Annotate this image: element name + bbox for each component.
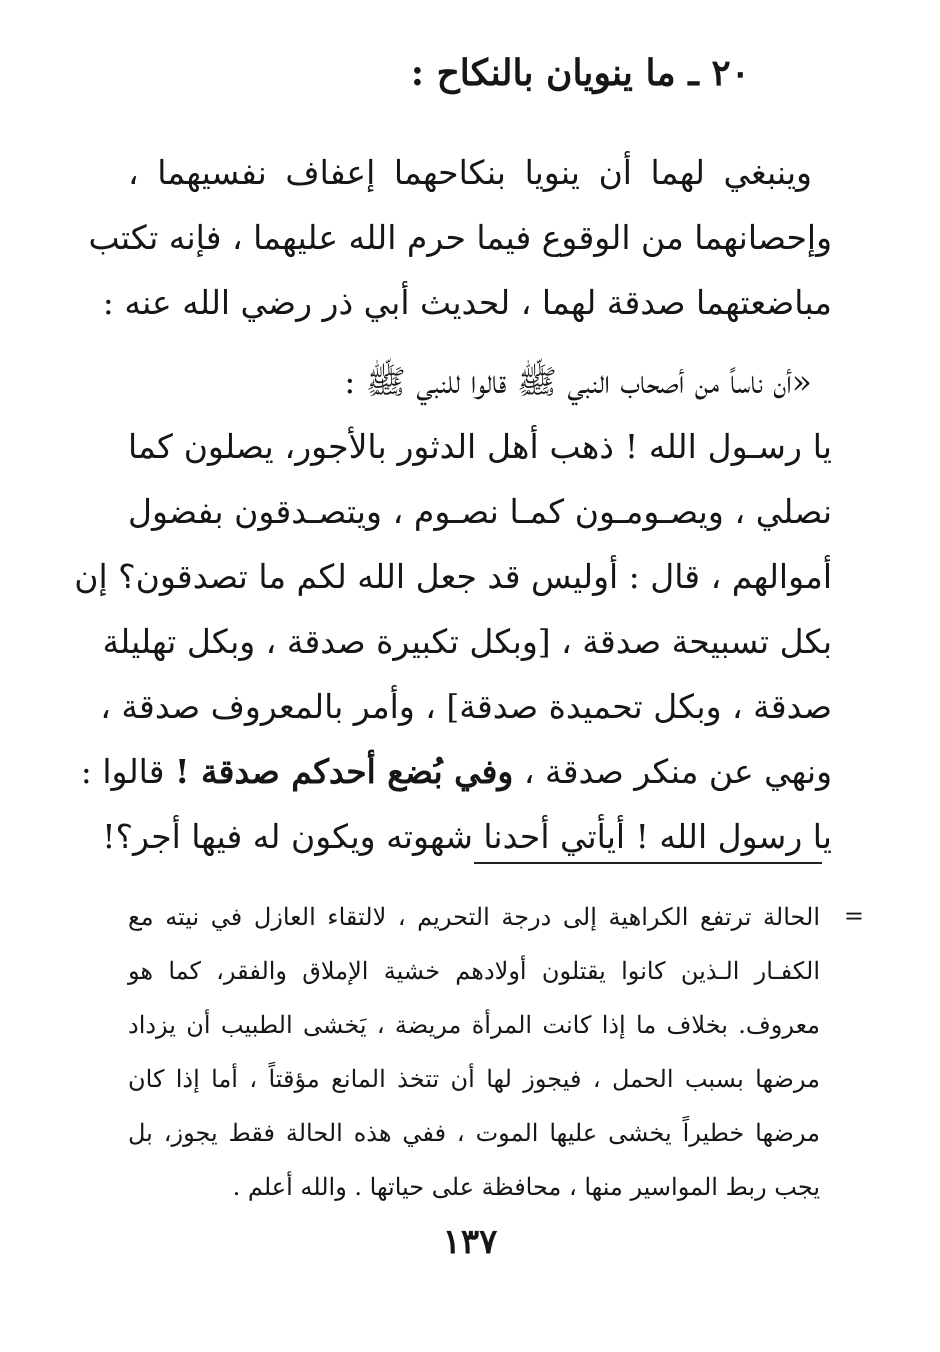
- hadith-line: [80, 739, 832, 804]
- hadith-line: «أن ناساً من أصحاب النبي ﷺ قالوا للنبي ﷺ :: [344, 362, 812, 401]
- hadith-emphasis: وفي بُضع أحدكم صدقة !: [174, 752, 514, 791]
- hadith-line: نصلي ، ويصـومـون كمـا نصـوم ، ويتصـدقون بفضول: [128, 492, 832, 531]
- hadith-line: صدقة ، وبكل تحميدة صدقة] ، وأمر بالمعروف صدقة ،: [100, 687, 832, 726]
- intro-line: وإحصانهما من الوقوع فيما حرم الله عليهما ، فإنه تكتب: [88, 218, 832, 257]
- footnote: [128, 890, 820, 1214]
- footnote-continuation-mark: =: [843, 902, 864, 930]
- hadith-text: قالوا :: [80, 752, 175, 791]
- footnote-line: معروف. بخلاف ما إذا كانت المرأة مريضة ، يَخشى الطبيب أن يزداد: [128, 1011, 821, 1039]
- hadith-line: أموالهم ، قال : أوليس قد جعل الله لكم ما تصدقون؟ إن: [74, 557, 832, 596]
- footnote-line: الكفـار الـذين كانوا يقتلون أولادهم خشية الإملاق والفقر، كما هو: [128, 957, 820, 985]
- footnote-line: مرضها بسبب الحمل ، فيجوز لها أن تتخذ المانع مؤقتاً ، أما إذا كان: [128, 1065, 820, 1093]
- hadith-line: بكل تسبيحة صدقة ، [وبكل تكبيرة صدقة ، وبكل تهليلة: [102, 622, 832, 661]
- page-number: ١٣٧: [442, 1222, 498, 1262]
- intro-line: مباضعتهما صدقة لهما ، لحديث أبي ذر رضي الله عنه :: [102, 283, 832, 322]
- footnote-separator: [474, 862, 822, 864]
- footnote-line: يجب ربط المواسير منها ، محافظة على حياتها . والله أعلم .: [232, 1173, 820, 1201]
- footnote-line: مرضها خطيراً يخشى عليها الموت ، ففي هذه الحالة فقط يجوز، بل: [128, 1119, 820, 1147]
- hadith-line: يا رسـول الله ! ذهب أهل الدثور بالأجور، يصلون كما: [128, 427, 832, 466]
- hadith-line: يا رسول الله ! أيأتي أحدنا شهوته ويكون له فيها أجر؟!: [102, 817, 832, 856]
- intro-line: وينبغي لهما أن ينويا بنكاحهما إعفاف نفسيهما ،: [128, 153, 812, 192]
- hadith-text: ونهي عن منكر صدقة ،: [513, 752, 832, 791]
- section-heading: ٢٠ ـ ما ينويان بالنكاح :: [410, 52, 750, 94]
- footnote-line: الحالة ترتفع الكراهية إلى درجة التحريم ، لالتقاء العازل في نيته مع: [128, 903, 820, 931]
- main-text: [74, 140, 832, 869]
